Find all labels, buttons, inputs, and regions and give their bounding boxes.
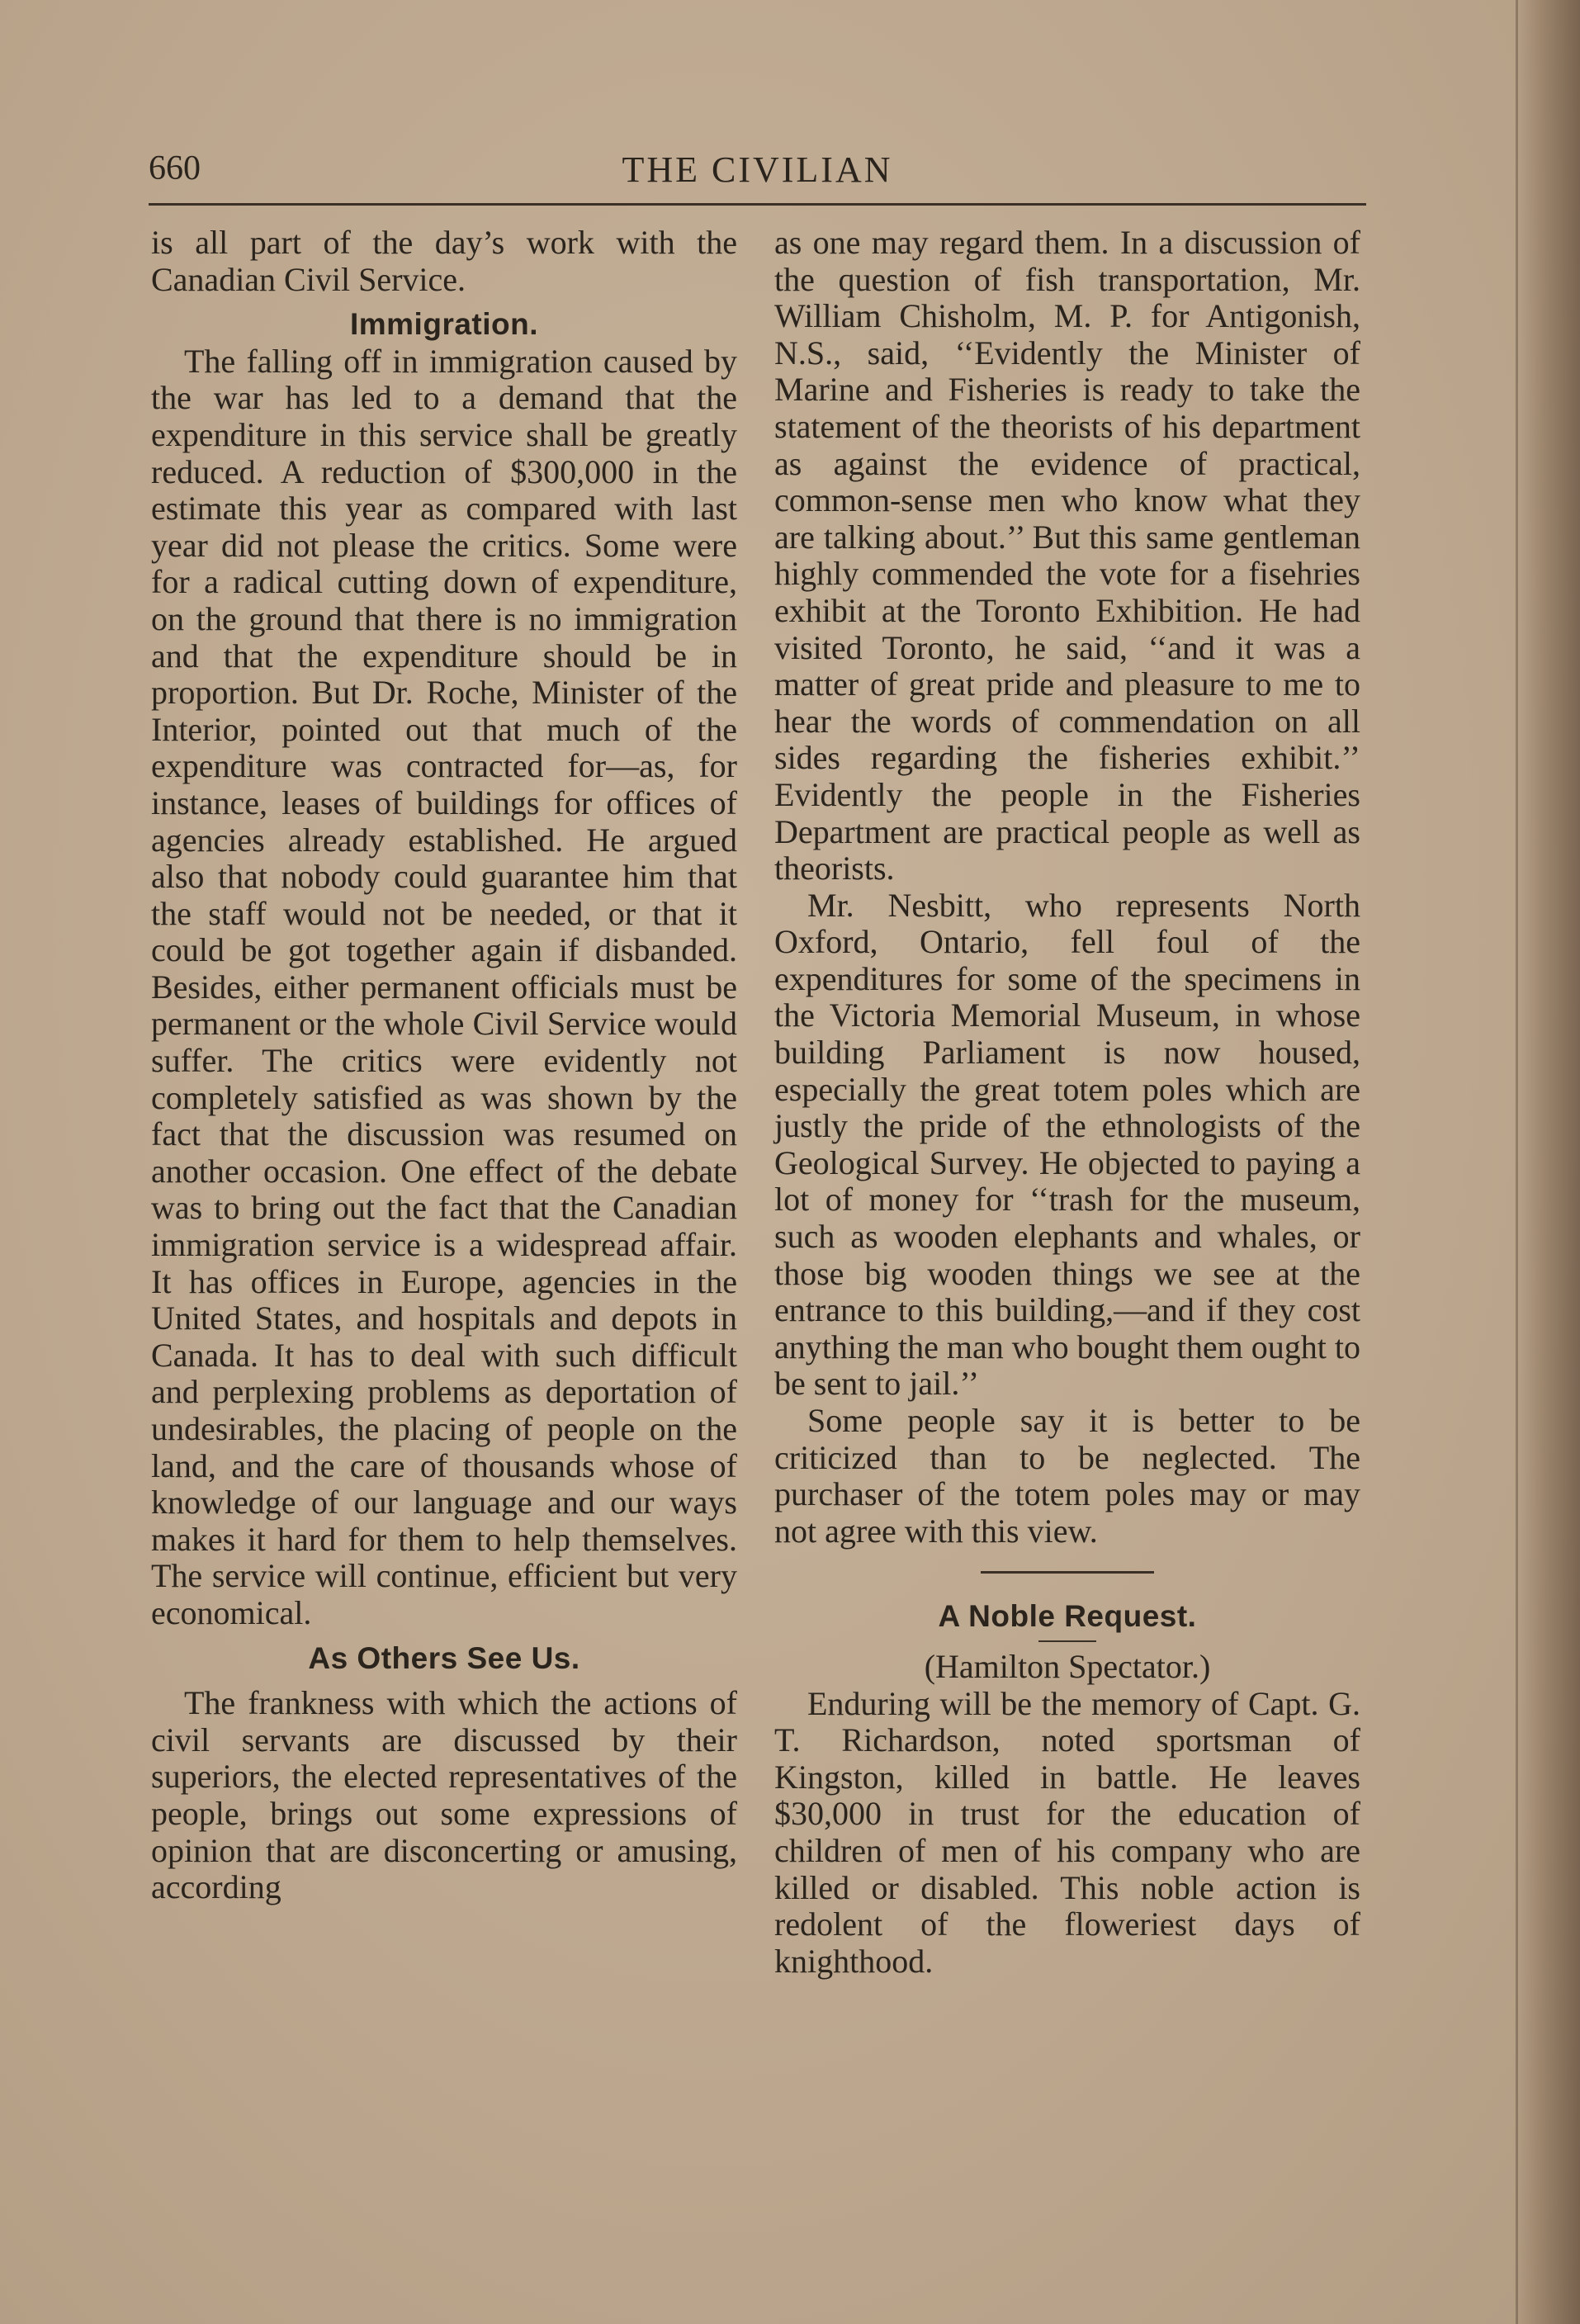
- continued-paragraph: is all part of the day’s work with the Canadian Civil Service.: [151, 224, 737, 298]
- heading-noble-request: A Noble Request.: [938, 1599, 1197, 1634]
- section-divider: [981, 1571, 1154, 1574]
- as-others-see-us-paragraph: The frankness with which the actions of civil servants are discussed by their superiors, the elected representatives of the people, brings out some expressions of opinion that are disconcerting or amusing, according: [151, 1684, 737, 1906]
- immigration-paragraph: The falling off in immigration caused by the war has led to a demand that the expenditure in this service shall be greatly reduced. A reduction of $300,000 in the estimate this year as compared with last year did not please the critics. Some were for a radical cutting down of expenditure, on the ground that there is no immigration and that the expenditure should be in proportion. But Dr. Roche, Minister of the Interior, pointed out that much of the expenditure was contracted for—as, for instance, leases of buildings for offices of agencies already established. He argued also that nobody could guarantee him that the staff would not be needed, or that it could be got together again if disbanded. Besides, either permanent officials must be permanent or the whole Civil Service would suffer. The critics were evidently not completely satisfied as was shown by the fact that the discussion was resumed on another occasion. One effect of the debate was to bring out the fact that the Canadian immigration service is a widespread affair. It has offices in Europe, agencies in the United States, and hospitals and depots in Canada. It has to deal with such difficult and perplexing problems as deportation of undesirables, the placing of people on the land, and the care of thousands whose of knowledge of our language and our ways makes it hard for them to help themselves. The service will continue, efficient but very economical.: [151, 342, 737, 1631]
- source-byline: (Hamilton Spectator.): [924, 1647, 1211, 1685]
- page-header: [149, 149, 1366, 198]
- heading-immigration: Immigration.: [349, 307, 539, 342]
- right-column: [774, 225, 1360, 1980]
- page-number: 660: [149, 149, 201, 187]
- noble-request-paragraph: Enduring will be the memory of Capt. G. T. Richardson, noted sportsman of Kingston, killed in battle. He leaves $30,000 in trust for the education of children of men of his company who are killed or disabled. This noble action is redolent of the floweriest days of knighthood.: [774, 1684, 1360, 1980]
- header-rule: [149, 203, 1366, 206]
- continued-paragraph-right: as one may regard them. In a discussion of the question of fish transportation, Mr. William Chisholm, M. P. for Antigonish, N.S., said, ‘‘Evidently the Minister of Marine and Fisheries is ready to take the statement of the theorists of his department as against the evidence of practical, common-sense men who know what they are talking about.’’ But this same gentleman highly commended the vote for a fisehries exhibit at the Toronto Exhibition. He had visited Toronto, he said, ‘‘and it was a matter of great pride and pleasure to me to hear the words of commendation on all sides regarding the fisheries exhibit.’’ Evidently the people in the Fisheries Department are practical people as well as theorists.: [774, 224, 1360, 887]
- page-binding-edge: [1516, 0, 1518, 2324]
- page-edge-shadow: [1514, 0, 1580, 2324]
- heading-underline: [1038, 1640, 1096, 1642]
- criticism-paragraph: Some people say it is better to be criticized than to be neglected. The purchaser of the totem poles may or may not agree with this view.: [774, 1402, 1360, 1550]
- left-column: [151, 225, 737, 1906]
- running-title: THE CIVILIAN: [622, 149, 893, 190]
- heading-as-others-see-us: As Others See Us.: [308, 1640, 580, 1675]
- nesbitt-paragraph: Mr. Nesbitt, who represents North Oxford, Ontario, fell foul of the expenditures for some of the specimens in the Victoria Memorial Museum, in whose building Parliament is now housed, especially the great totem poles which are justly the pride of the ethnologists of the Geological Survey. He objected to paying a lot of money for ‘‘trash for the museum, such as wooden elephants and whales, or those big wooden things we see at the entrance to this building,—and if they cost anything the man who bought them ought to be sent to jail.’’: [774, 886, 1360, 1403]
